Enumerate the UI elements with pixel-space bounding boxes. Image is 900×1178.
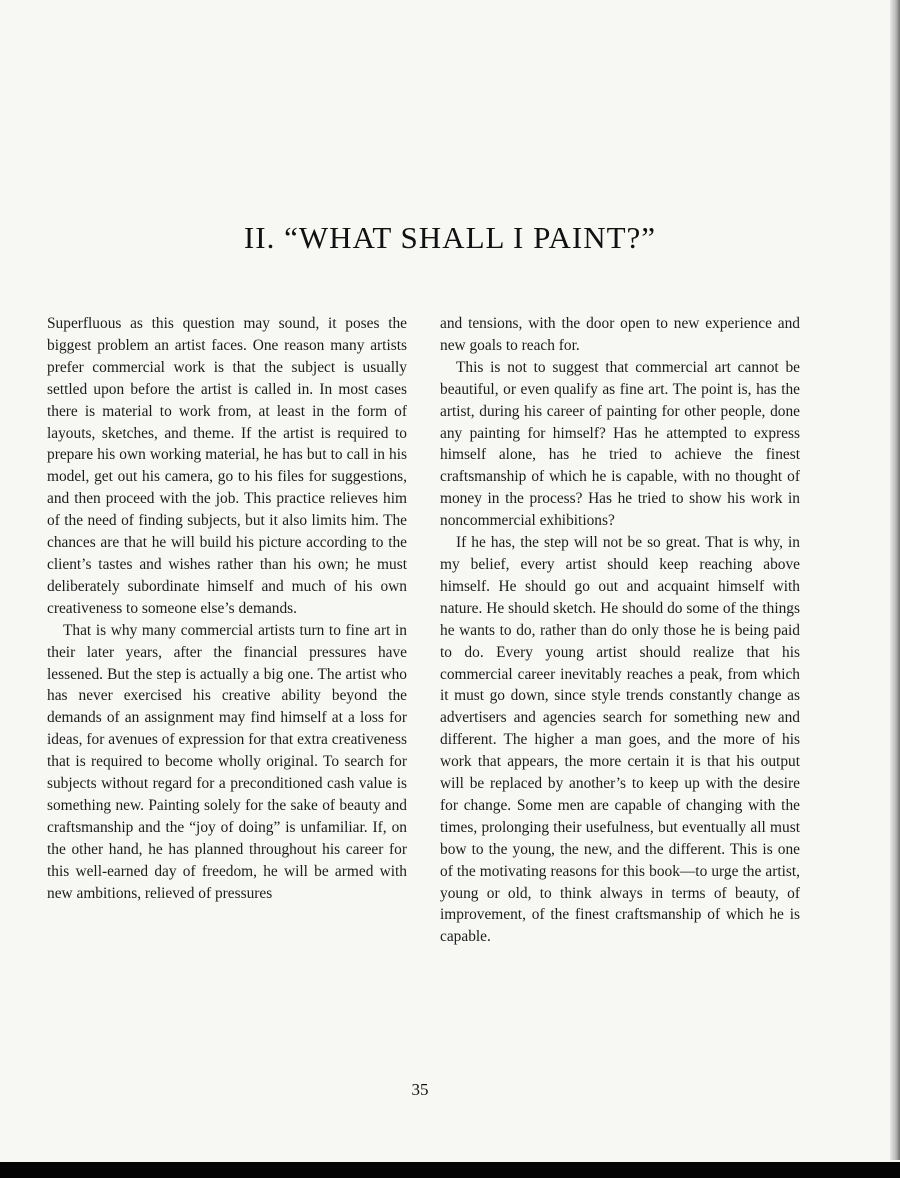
chapter-title: II. “WHAT SHALL I PAINT?” xyxy=(243,220,657,255)
right-column xyxy=(440,313,800,948)
page-edge-shadow xyxy=(890,0,900,1160)
paragraph: If he has, the step will not be so great. That is why, in my belief, every artist should keep reaching above himself. He should go out and acquaint himself with nature. He should sketch. He should do some of the things he wants to do, rather than do only those he is being paid to do. Every young artist should realize that his commercial career inevitably reaches a peak, from which it must go down, since style trends constantly change as advertisers and agencies search for something new and different. The higher a man goes, and the more of his work that appears, the more certain it is that his output will be replaced by another’s to keep up with the desire for change. Some men are capable of changing with the times, prolonging their usefulness, but eventually all must bow to the young, the new, and the different. This is one of the motivating reasons for this book—to urge the artist, young or old, to think always in terms of beauty, of improvement, of the finest craftsmanship of which he is capable. xyxy=(440,534,800,946)
scan-border xyxy=(0,1162,900,1178)
page-number: 35 xyxy=(411,1080,429,1099)
paragraph: This is not to suggest that commercial art cannot be beautiful, or even qualify as fine art. The point is, has the artist, during his career of painting for other people, done any painting for himself? Has he attempted to express himself alone, has he tried to achieve the finest craftsmanship of which he is capable, with no thought of money in the process? Has he tried to show his work in noncommercial exhibitions? xyxy=(440,358,800,530)
left-column xyxy=(47,313,407,904)
paragraph: and tensions, with the door open to new experience and new goals to reach for. xyxy=(440,315,800,354)
paragraph: That is why many commercial artists turn to fine art in their later years, after the financial pressures have lessened. But the step is actually a big one. The artist who has never exercised his creative ability beyond the demands of an assignment may find himself at a loss for ideas, for avenues of expression for that extra creativeness that is required to become wholly original. To search for subjects without regard for a preconditioned cash value is something new. Painting solely for the sake of beauty and craftsmanship and the “joy of doing” is unfamiliar. If, on the other hand, he has planned throughout his career for this well-earned day of freedom, he will be armed with new ambitions, relieved of pressures xyxy=(47,621,407,902)
paragraph: Superfluous as this question may sound, it poses the biggest problem an artist faces. One reason many artists prefer commercial work is that the subject is usually settled upon before the artist is called in. In most cases there is material to work from, at least in the form of layouts, sketches, and theme. If the artist is required to prepare his own working material, he has but to call in his model, get out his camera, go to his files for suggestions, and then proceed with the job. This practice relieves him of the need of finding subjects, but it also limits him. The chances are that he will build his picture according to the client’s tastes and wishes rather than his own; he must deliberately subordinate himself and much of his own creativeness to someone else’s demands. xyxy=(47,315,407,617)
